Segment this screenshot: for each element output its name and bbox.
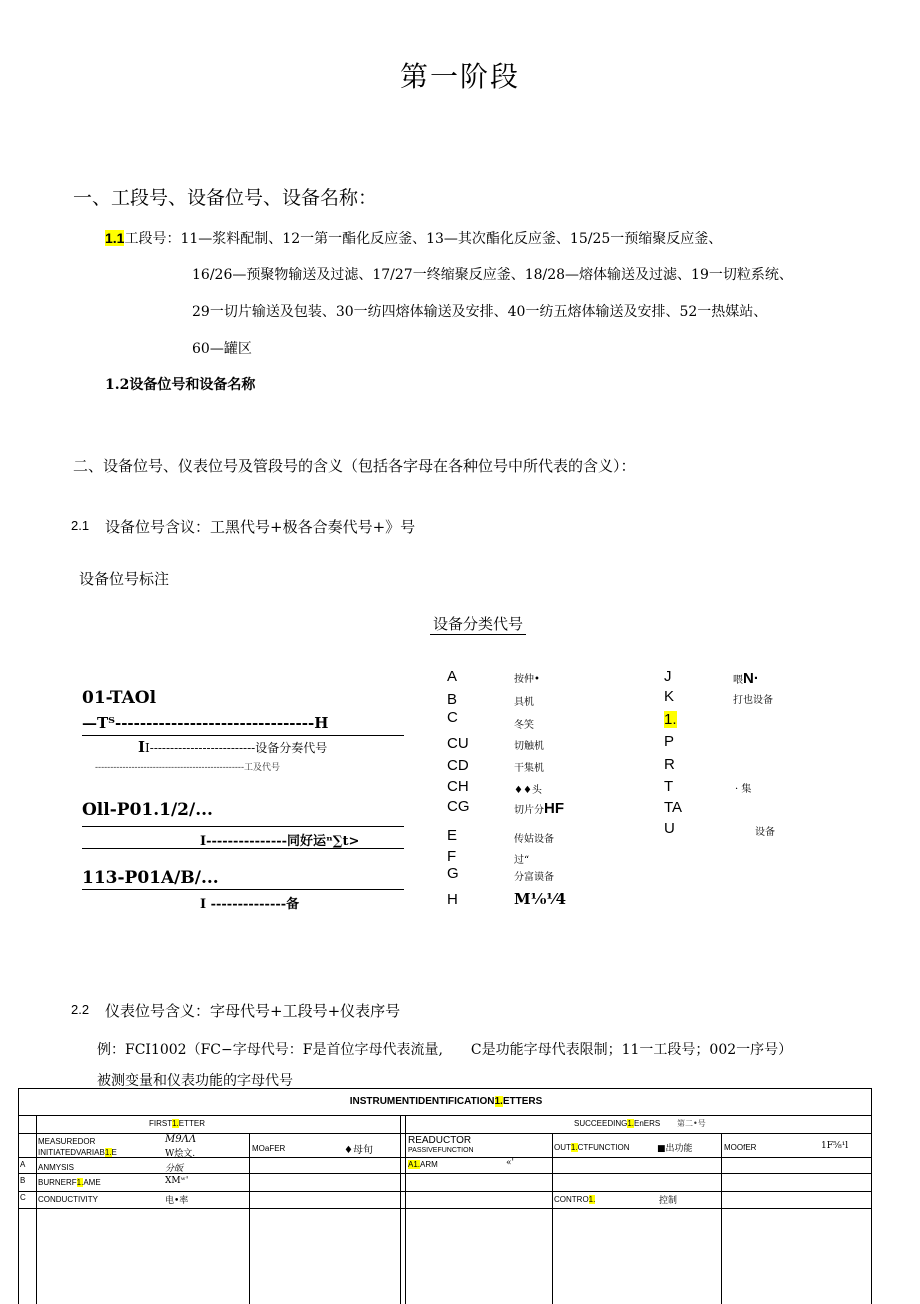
example-text: 例：FCI1002（FC−字母代号：F是首位字母代表流量, C是功能字母代表限制；11一工段号；002一序号） bbox=[97, 1042, 793, 1058]
row-c-letter: C bbox=[20, 1193, 26, 1202]
measured-2-hl: 1. bbox=[104, 1148, 112, 1157]
row-a-readout-cn: «' bbox=[506, 1158, 514, 1168]
row-c-output bbox=[554, 1195, 595, 1204]
output-hl: 1. bbox=[570, 1143, 578, 1152]
code-left-8-name: 过“ bbox=[514, 855, 530, 866]
measured-2-post: E bbox=[111, 1148, 117, 1157]
row-b-var bbox=[38, 1178, 101, 1187]
item-1-1-number: 1.1 bbox=[105, 230, 125, 246]
code-left-5-name: ♦♦头 bbox=[514, 785, 542, 796]
code-left-9: G bbox=[447, 865, 459, 882]
row-c-output-hl: 1. bbox=[588, 1195, 596, 1204]
output-header bbox=[554, 1143, 630, 1152]
passive-header: PASSIVEFUNCTION bbox=[408, 1147, 474, 1154]
code-right-7: U bbox=[664, 820, 675, 837]
diagram-line-2-text: I--------------------------设备分奏代号 bbox=[145, 741, 328, 755]
measured-cn-1: M9ΛΛ bbox=[165, 1134, 197, 1145]
readout-header: READUCTOR bbox=[408, 1135, 472, 1146]
item-1-1-line3: 29一切片输送及包装、30一纺四熔体输送及安排、40一纺五熔体输送及安排、52一热媒站、 bbox=[192, 304, 768, 320]
page-title: 第一阶段 bbox=[399, 60, 520, 93]
row-a-var-cn: 分皈 bbox=[165, 1164, 184, 1174]
code-left-1: B bbox=[447, 691, 458, 708]
output-post: CTFUNCTION bbox=[577, 1143, 630, 1152]
diagram-line-2: II--------------------------设备分奏代号 bbox=[138, 738, 328, 756]
code-left-5: CH bbox=[447, 778, 469, 795]
code-right-7-name: 设备 bbox=[755, 827, 775, 838]
identification-table bbox=[18, 1088, 872, 1304]
code-right-1-name: 打也设备 bbox=[733, 695, 773, 706]
code-left-2-name: 冬笑 bbox=[514, 720, 534, 731]
item-1-2: 1.2设备位号和设备名称 bbox=[105, 377, 256, 393]
diagram-line-5: I --------------备 bbox=[200, 897, 300, 912]
diagram-code-3: 113-P01A/B/... bbox=[82, 868, 219, 888]
row-c-output-pre: CONTRO bbox=[554, 1195, 589, 1204]
row-a-letter: A bbox=[20, 1160, 26, 1169]
modifier-1-cn: ♦母旬 bbox=[344, 1145, 373, 1156]
row-b-var-post: AME bbox=[83, 1178, 101, 1187]
code-left-6-name: 切片分 bbox=[514, 805, 544, 816]
example-text-2: 被测变量和仪表功能的字母代号 bbox=[97, 1073, 293, 1089]
code-left-10: H bbox=[447, 891, 458, 908]
item-1-1-line1 bbox=[105, 228, 722, 248]
output-cn: ■出功能 bbox=[657, 1144, 693, 1154]
code-right-5-name: · 集 bbox=[735, 784, 752, 795]
code-right-0-name-wrap bbox=[733, 670, 759, 687]
output-pre: OUT bbox=[554, 1143, 571, 1152]
row-b-letter: B bbox=[20, 1176, 26, 1185]
code-left-4-name: 干集机 bbox=[514, 763, 544, 774]
code-left-0-name: 按仲• bbox=[514, 674, 540, 685]
diagram-line-4: I---------------同好运ⁿ∑t> bbox=[200, 834, 360, 849]
code-right-0: J bbox=[664, 668, 672, 685]
first-letter-hl: 1. bbox=[172, 1119, 179, 1128]
section2-heading: 二、设备位号、仪表位号及管段号的含义（包括各字母在各种位号中所代表的含义）： bbox=[73, 457, 636, 475]
diagram-line-1: —Tᵀ--------------------------------H bbox=[82, 714, 329, 732]
row-a-readout-hl: A1. bbox=[408, 1160, 421, 1169]
section1-heading: 一、工段号、设备位号、设备名称： bbox=[73, 187, 378, 209]
item-1-1-line2: 16/26—预聚物输送及过滤、17/27一终缩聚反应釜、18/28—熔体输送及过滤、19一切粒系统、 bbox=[192, 267, 793, 283]
table-title-hl: 1. bbox=[494, 1096, 503, 1107]
diagram-code-1: 01-TAOl bbox=[82, 688, 157, 708]
succ-pre: SUCCEEDING bbox=[574, 1119, 628, 1128]
succ-hl: 1. bbox=[627, 1119, 635, 1128]
table-title bbox=[19, 1096, 873, 1107]
row-b-var-cn: XMʷ' bbox=[165, 1176, 189, 1186]
row-c-var-cn: 电•率 bbox=[165, 1196, 189, 1206]
code-left-3-name: 切触机 bbox=[514, 741, 544, 752]
code-right-6: TA bbox=[664, 799, 683, 816]
code-left-7: E bbox=[447, 827, 458, 844]
s2-2-text: 仪表位号含义：字母代号+工段号+仪表序号 bbox=[105, 1002, 401, 1020]
code-left-8: F bbox=[447, 848, 457, 865]
s2-1-number: 2.1 bbox=[71, 518, 90, 533]
modifier-2: MOOfER bbox=[724, 1143, 757, 1152]
modifier-2-cn: 1F⅝¹l bbox=[821, 1141, 849, 1151]
code-left-6-suffix: HF bbox=[544, 800, 564, 817]
code-right-1: K bbox=[664, 688, 675, 705]
s2-2-number: 2.2 bbox=[71, 1002, 90, 1017]
code-right-3: P bbox=[664, 733, 675, 750]
row-b-var-pre: BURNERF bbox=[38, 1178, 77, 1187]
item-1-1-text-1: 工段号：11—浆料配制、12一第一酯化反应釜、13—其次酯化反应釜、15/25一预缩聚反应釜、 bbox=[124, 231, 723, 247]
first-letter-pre: FIRST bbox=[149, 1119, 173, 1128]
measured-2 bbox=[38, 1148, 117, 1157]
succ-post: EnERS bbox=[634, 1119, 661, 1128]
code-left-4: CD bbox=[447, 757, 469, 774]
row-a-readout bbox=[408, 1160, 438, 1169]
row-a-readout-post: ARM bbox=[420, 1160, 438, 1169]
succeeding-header bbox=[574, 1119, 660, 1128]
code-left-2: C bbox=[447, 709, 458, 726]
succ-cn: 第二•号 bbox=[677, 1119, 706, 1128]
code-left-9-name: 分富谟备 bbox=[514, 872, 554, 883]
code-left-7-name: 传姑设备 bbox=[514, 834, 554, 845]
measured-1: MEASUREDOR bbox=[38, 1137, 96, 1146]
measured-cn-2: W烩文. bbox=[165, 1149, 196, 1159]
code-right-4: R bbox=[664, 756, 675, 773]
table-title-post: ETTERS bbox=[502, 1096, 543, 1107]
measured-2-pre: INITIATEDVARIAB bbox=[38, 1148, 105, 1157]
code-left-6-name-wrap bbox=[514, 800, 564, 817]
row-a-var: ANMYSIS bbox=[38, 1163, 75, 1172]
first-letter-post: ETTER bbox=[178, 1119, 206, 1128]
code-left-6: CG bbox=[447, 798, 470, 815]
first-letter-header bbox=[149, 1119, 205, 1128]
annotation-title: 设备位号标注 bbox=[79, 570, 170, 588]
code-left-3: CU bbox=[447, 735, 469, 752]
code-right-2: 1. bbox=[664, 711, 677, 728]
row-c-output-cn: 控制 bbox=[659, 1196, 678, 1206]
table-title-pre: INSTRUMENTIDENTIFICATION bbox=[349, 1096, 495, 1107]
code-right-5: T bbox=[664, 778, 674, 795]
code-right-0-name: 喂 bbox=[733, 675, 743, 686]
diagram-line-3: -------------------------------------------------工及代号 bbox=[95, 763, 281, 773]
row-c-var: CONDUCTIVITY bbox=[38, 1195, 98, 1204]
code-left-1-name: 具机 bbox=[514, 697, 534, 708]
diagram-code-2: Oll-P01.1/2/... bbox=[82, 800, 213, 820]
category-title: 设备分类代号 bbox=[433, 615, 524, 633]
code-right-0-suffix: N· bbox=[743, 670, 759, 687]
item-1-1-line4: 60—罐区 bbox=[192, 341, 252, 357]
code-left-0: A bbox=[447, 668, 458, 685]
s2-1-text: 设备位号含议：工黑代号+极各合奏代号+》号 bbox=[105, 518, 416, 536]
modifier-1: MOaFER bbox=[252, 1144, 286, 1153]
row-b-var-hl: 1. bbox=[76, 1178, 84, 1187]
code-left-10-name: M⅟₀⅟4 bbox=[514, 890, 567, 908]
